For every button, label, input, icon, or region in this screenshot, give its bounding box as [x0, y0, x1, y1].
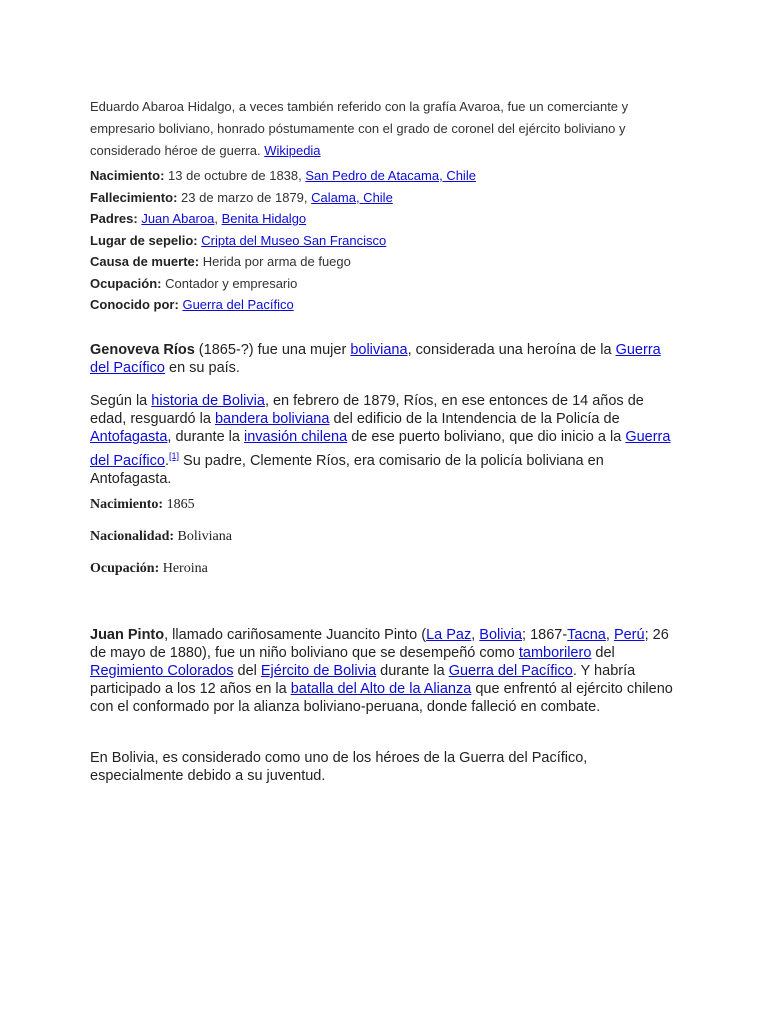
invasion-chilena-link[interactable]: invasión chilena — [244, 429, 348, 445]
benita-hidalgo-link[interactable]: Benita Hidalgo — [221, 211, 307, 226]
text-run: , en febrero de 1879, Ríos, en ese entonces de 14 años de edad, resguardó la — [90, 393, 644, 427]
historia-bolivia-link[interactable]: historia de Bolivia — [151, 393, 265, 409]
tamborilero-link[interactable]: tamborilero — [518, 645, 592, 661]
wikipedia-link[interactable]: Wikipedia — [264, 143, 321, 158]
fact-label: Ocupación: — [90, 561, 160, 576]
text-run: , — [471, 627, 476, 643]
text-run: , considerada una heroína de la — [407, 342, 612, 358]
boliviana-link[interactable]: boliviana — [350, 342, 408, 358]
text-run: del edificio de la Intendencia de la Policía de — [333, 411, 620, 427]
fact-label: Conocido por: — [90, 297, 179, 312]
fact-fallecimiento — [90, 187, 670, 209]
fact-value: 23 de marzo de 1879, — [181, 189, 308, 205]
genoveva-paragraph-1 — [90, 341, 680, 377]
fact-label: Causa de muerte: — [90, 254, 200, 269]
san-pedro-link[interactable]: San Pedro de Atacama, Chile — [305, 168, 476, 183]
pinto-paragraph-1 — [90, 626, 680, 716]
fact-value: Heroina — [162, 561, 208, 576]
text-run: Su padre, Clemente Ríos, era comisario de la policía boliviana en Antofagasta. — [90, 452, 604, 487]
text-run: en su país. — [169, 360, 240, 376]
fact-value: Contador y empresario — [165, 275, 298, 291]
calama-link[interactable]: Calama, Chile — [311, 189, 393, 205]
peru-link[interactable]: Perú — [613, 627, 645, 643]
text-run: . Y habría participado a los 12 años en la — [90, 663, 636, 697]
genoveva-paragraph-2 — [90, 392, 680, 488]
fact-label: Nacionalidad: — [90, 529, 175, 544]
genoveva-fact-nacionalidad — [90, 528, 232, 546]
fact-label: Nacimiento: — [90, 168, 165, 183]
fact-ocupacion — [90, 273, 670, 295]
genoveva-fact-nacimiento — [90, 496, 195, 514]
fact-label: Lugar de sepelio: — [90, 232, 198, 248]
genoveva-fact-ocupacion — [90, 560, 208, 578]
fact-value: 13 de octubre de 1838, — [168, 168, 302, 183]
fact-nacimiento — [90, 165, 670, 187]
reference-marker — [169, 448, 179, 462]
reference-link[interactable]: [1] — [169, 451, 180, 461]
text-run: de ese puerto boliviano, que dio inicio a la — [351, 429, 622, 445]
text-run: (1865-?) fue una mujer — [198, 342, 347, 358]
guerra-pacifico-link[interactable]: Guerra del Pacífico — [448, 663, 573, 679]
fact-value: 1865 — [166, 497, 195, 512]
fact-label: Padres: — [90, 211, 138, 226]
abaroa-intro-text: Eduardo Abaroa Hidalgo, a veces también referido con la grafía Avaroa, fue un comerciante y empresario boliviano, honrado póstumamente con el grado de coronel del ejército boliviano y considerado héroe de guerra. — [90, 99, 629, 158]
antofagasta-link[interactable]: Antofagasta — [90, 429, 168, 445]
text-run: ; 1867- — [522, 627, 568, 643]
fact-label: Nacimiento: — [90, 497, 164, 512]
text-run: del — [595, 645, 615, 661]
batalla-alto-alianza-link[interactable]: batalla del Alto de la Alianza — [290, 681, 472, 697]
fact-sepelio — [90, 230, 670, 252]
fact-value: Boliviana — [177, 529, 232, 544]
fact-conocido — [90, 294, 670, 316]
cripta-link[interactable]: Cripta del Museo San Francisco — [201, 232, 387, 248]
text-run: , — [605, 627, 610, 643]
text-run: durante la — [380, 663, 445, 679]
fact-label: Ocupación: — [90, 275, 162, 291]
tacna-link[interactable]: Tacna — [567, 627, 606, 643]
abaroa-facts — [90, 165, 670, 316]
text-run: del — [237, 663, 257, 679]
fact-separator: , — [214, 211, 218, 226]
fact-causa — [90, 251, 670, 273]
la-paz-link[interactable]: La Paz — [426, 627, 472, 643]
fact-padres — [90, 208, 670, 230]
text-run: , durante la — [167, 429, 240, 445]
bandera-boliviana-link[interactable]: bandera boliviana — [214, 411, 330, 427]
ejercito-bolivia-link[interactable]: Ejército de Bolivia — [260, 663, 377, 679]
fact-label: Fallecimiento: — [90, 189, 178, 205]
juan-abaroa-link[interactable]: Juan Abaroa — [141, 211, 215, 226]
regimiento-colorados-link[interactable]: Regimiento Colorados — [90, 663, 234, 679]
guerra-pacifico-link[interactable]: Guerra del Pacífico — [90, 342, 661, 376]
guerra-pacifico-link[interactable]: Guerra del Pacífico — [90, 429, 671, 469]
bolivia-link[interactable]: Bolivia — [479, 627, 523, 643]
pinto-paragraph-2: En Bolivia, es considerado como uno de los héroes de la Guerra del Pacífico, especialmente debido a su juventud. — [90, 750, 588, 784]
genoveva-name: Genoveva Ríos — [90, 342, 195, 358]
text-run: , llamado cariñosamente Juancito Pinto ( — [164, 627, 427, 643]
text-run: . — [164, 452, 169, 469]
text-run: que enfrentó al ejército chileno con el conformado por la alianza boliviano-peruana, donde falleció en combate. — [90, 681, 673, 715]
guerra-pacifico-link[interactable]: Guerra del Pacífico — [182, 297, 294, 312]
fact-value: Herida por arma de fuego — [202, 254, 351, 269]
abaroa-intro — [90, 96, 670, 162]
pinto-name: Juan Pinto — [90, 627, 165, 643]
text-run: Según la — [90, 393, 148, 409]
text-run: ; 26 de mayo de 1880), fue un niño boliviano que se desempeñó como — [90, 627, 669, 661]
